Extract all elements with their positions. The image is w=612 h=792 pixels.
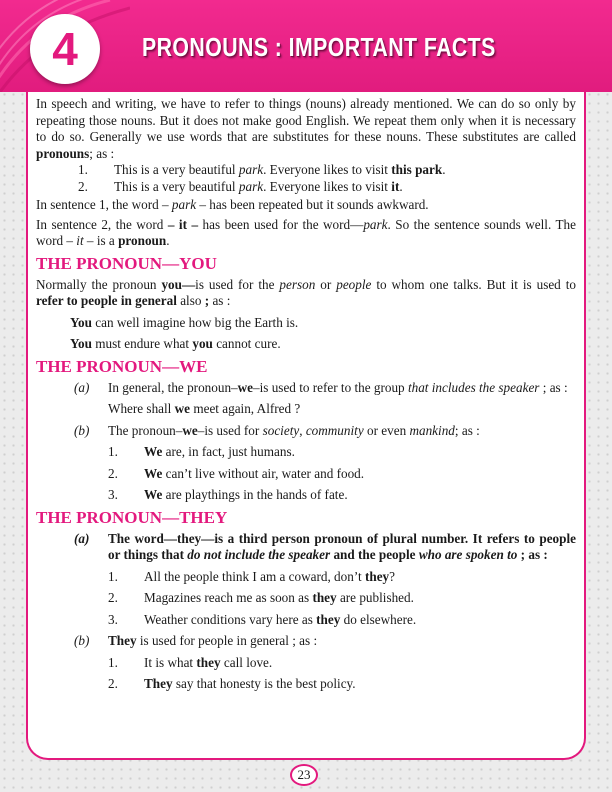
sentence-1-explanation: In sentence 1, the word – park – has been repeated but it sounds awkward.	[36, 197, 429, 212]
sentence-2-explanation: In sentence 2, the word – it – has been used for the word—park. So the sentence sounds well. The word – it – is a pronoun.	[36, 216, 576, 248]
we-example-a: Where shall we meet again, Alfred ?	[108, 401, 301, 416]
they-example-a1: 1. All the people think I am a coward, don’t they?	[108, 568, 396, 584]
they-example-a3: 3. Weather conditions vary here as they do elsewhere.	[108, 611, 417, 627]
heading-pronoun-you: THE PRONOUN—YOU	[36, 253, 217, 273]
you-example-1: You can well imagine how big the Earth is.	[70, 314, 299, 330]
they-example-b2: 2. They say that honesty is the best policy.	[108, 676, 356, 691]
chapter-number: 4	[52, 23, 78, 75]
you-example-2: You must endure what you cannot cure.	[70, 336, 281, 351]
we-example-b1: 1. We are, in fact, just humans.	[108, 444, 295, 459]
intro-paragraph: In speech and writing, we have to refer to things (nouns) already mentioned. We can do so only by repeating those nouns. But it does not make good English. We repeat them only when it is necessary to do so. Generally we use words that are substitutes for these nouns. These substitutes are called pronouns; as :	[36, 96, 576, 161]
intro-example-1: 1. This is a very beautiful park. Everyone likes to visit this park.	[78, 162, 446, 177]
chapter-number-badge	[30, 14, 100, 84]
we-point-b: (b) The pronoun–we–is used for society, community or even mankind; as :	[74, 422, 480, 438]
chapter-banner	[0, 0, 612, 92]
intro-example-2: 2. This is a very beautiful park. Everyone likes to visit it.	[78, 178, 403, 194]
they-point-b: (b) They is used for people in general ; as :	[74, 633, 318, 648]
we-point-a: (a) In general, the pronoun–we–is used to refer to the group that includes the speaker ; as :	[74, 379, 568, 395]
they-example-b1: 1. It is what they call love.	[108, 654, 273, 670]
they-example-a2: 2. Magazines reach me as soon as they are published.	[108, 590, 414, 605]
heading-pronoun-we: THE PRONOUN—WE	[36, 356, 208, 376]
page-number: 23	[290, 764, 318, 786]
we-example-b2: 2. We can’t live without air, water and food.	[108, 465, 365, 481]
you-paragraph: Normally the pronoun you—is used for the person or people to whom one talks. But it is used to refer to people in general also ; as :	[36, 276, 576, 308]
we-example-b3: 3. We are playthings in the hands of fate.	[108, 487, 348, 502]
they-point-a: (a) The word—they—is a third person pronoun of plural number. It refers to people or things that do not include the speaker and the people who are spoken to ; as :	[74, 530, 576, 562]
content-panel	[26, 92, 586, 760]
heading-pronoun-they: THE PRONOUN—THEY	[36, 507, 228, 527]
chapter-title: PRONOUNS : IMPORTANT FACTS	[142, 32, 496, 62]
